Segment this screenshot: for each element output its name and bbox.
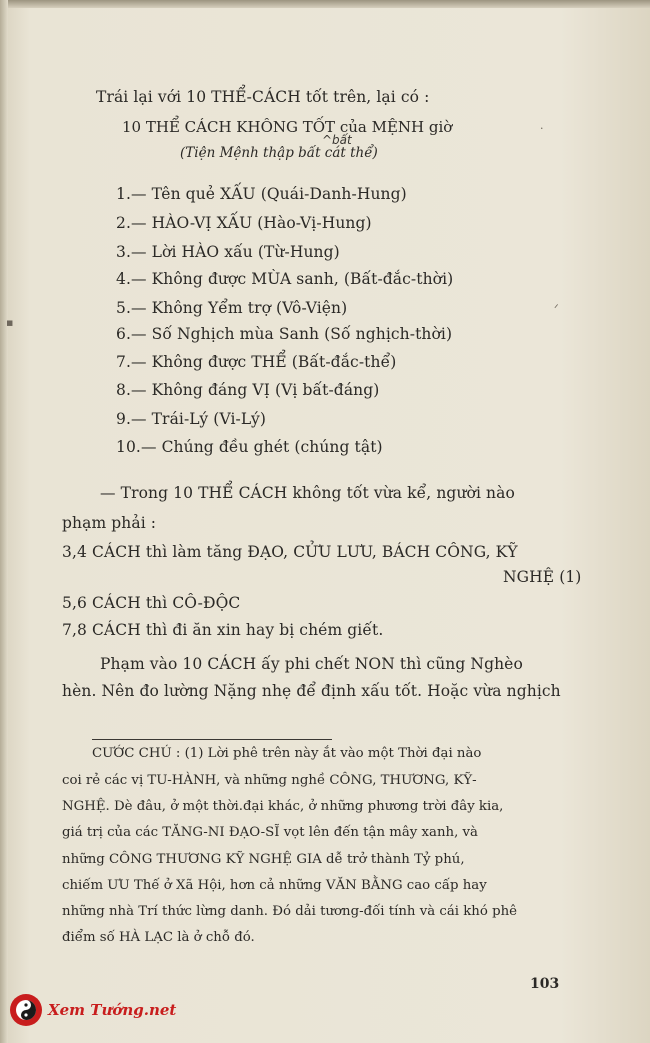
body-paragraph: hèn. Nên đo lường Nặng nhẹ để định xấu tốt. Hoặc vừa nghịch [62, 682, 561, 700]
list-item: 6.— Số Nghịch mùa Sanh (Số nghịch-thời) [116, 325, 453, 343]
list-item: 4.— Không được MÙA sanh, (Bất-đắc-thời) [116, 270, 454, 288]
footnote-line: điểm số HÀ LẠC là ở chỗ đó. [62, 930, 255, 945]
body-paragraph: 5,6 CÁCH thì CÔ-ĐỘC [62, 594, 241, 612]
list-item: 5.— Không Yểm trợ (Vô-Viện) [116, 299, 348, 317]
list-item: 10.— Chúng đều ghét (chúng tật) [116, 438, 383, 456]
list-item: 9.— Trái-Lý (Vi-Lý) [116, 410, 266, 428]
footnote-line: chiếm ƯU Thế ở Xã Hội, hơn cả những VĂN BẰNG cao cấp hay [62, 878, 487, 893]
footnote-line: giá trị của các TĂNG-NI ĐẠO-SĨ vọt lên đến tận mây xanh, và [62, 825, 478, 840]
footnote-line: CƯỚC CHÚ : (1) Lời phê trên này ắt vào một Thời đại nào [92, 746, 482, 761]
page-left-edge [0, 0, 8, 1043]
body-paragraph: NGHỆ (1) [503, 568, 582, 586]
margin-mark: ▪ [6, 316, 14, 329]
list-item: 8.— Không đáng VỊ (Vị bất-đáng) [116, 381, 380, 399]
body-paragraph: 7,8 CÁCH thì đi ăn xin hay bị chém giết. [62, 621, 384, 639]
body-paragraph: — Trong 10 THỂ CÁCH không tốt vừa kể, người nào [100, 484, 515, 502]
handwritten-note: ^bất [322, 133, 352, 147]
page-number: 103 [530, 976, 560, 992]
page-top-edge [0, 0, 650, 8]
footnote-rule [92, 739, 332, 740]
body-paragraph: 3,4 CÁCH thì làm tăng ĐẠO, CỬU LƯU, BÁCH CÔNG, KỸ [62, 543, 518, 561]
footnote-line: những CÔNG THƯƠNG KỸ NGHỆ GIA dễ trở thành Tỷ phú, [62, 852, 465, 867]
watermark-text: Xem Tướng.net [48, 1001, 177, 1019]
margin-mark: ᐟ [554, 302, 559, 315]
list-item: 1.— Tên quẻ XẤU (Quái-Danh-Hung) [116, 185, 407, 203]
intro-line: Trái lại với 10 THỂ-CÁCH tốt trên, lại có : [96, 88, 430, 106]
footnote-line: coi rẻ các vị TU-HÀNH, và những nghề CÔNG, THƯƠNG, KỸ- [62, 773, 477, 788]
body-paragraph: phạm phải : [62, 514, 157, 532]
list-item: 3.— Lời HÀO xấu (Từ-Hung) [116, 243, 340, 261]
section-heading: 10 THỂ CÁCH KHÔNG TỐT của MỆNH giờ [122, 118, 453, 136]
body-paragraph: Phạm vào 10 CÁCH ấy phi chết NON thì cũng Nghèo [100, 655, 523, 673]
footnote-line: những nhà Trí thức lừng danh. Đó dải tương-đối tính và cái khó phê [62, 904, 518, 919]
list-item: 2.— HÀO-VỊ XẤU (Hào-Vị-Hung) [116, 214, 372, 232]
list-item: 7.— Không được THỂ (Bất-đắc-thể) [116, 353, 397, 371]
watermark [10, 990, 176, 1030]
section-subheading: (Tiện Mệnh thập bất cát thể) [180, 145, 378, 161]
footnote-line: NGHỆ. Dè đâu, ở một thời.đại khác, ở những phương trời đây kia, [62, 799, 504, 814]
margin-mark: · [540, 122, 544, 135]
yin-yang-icon [10, 994, 42, 1026]
